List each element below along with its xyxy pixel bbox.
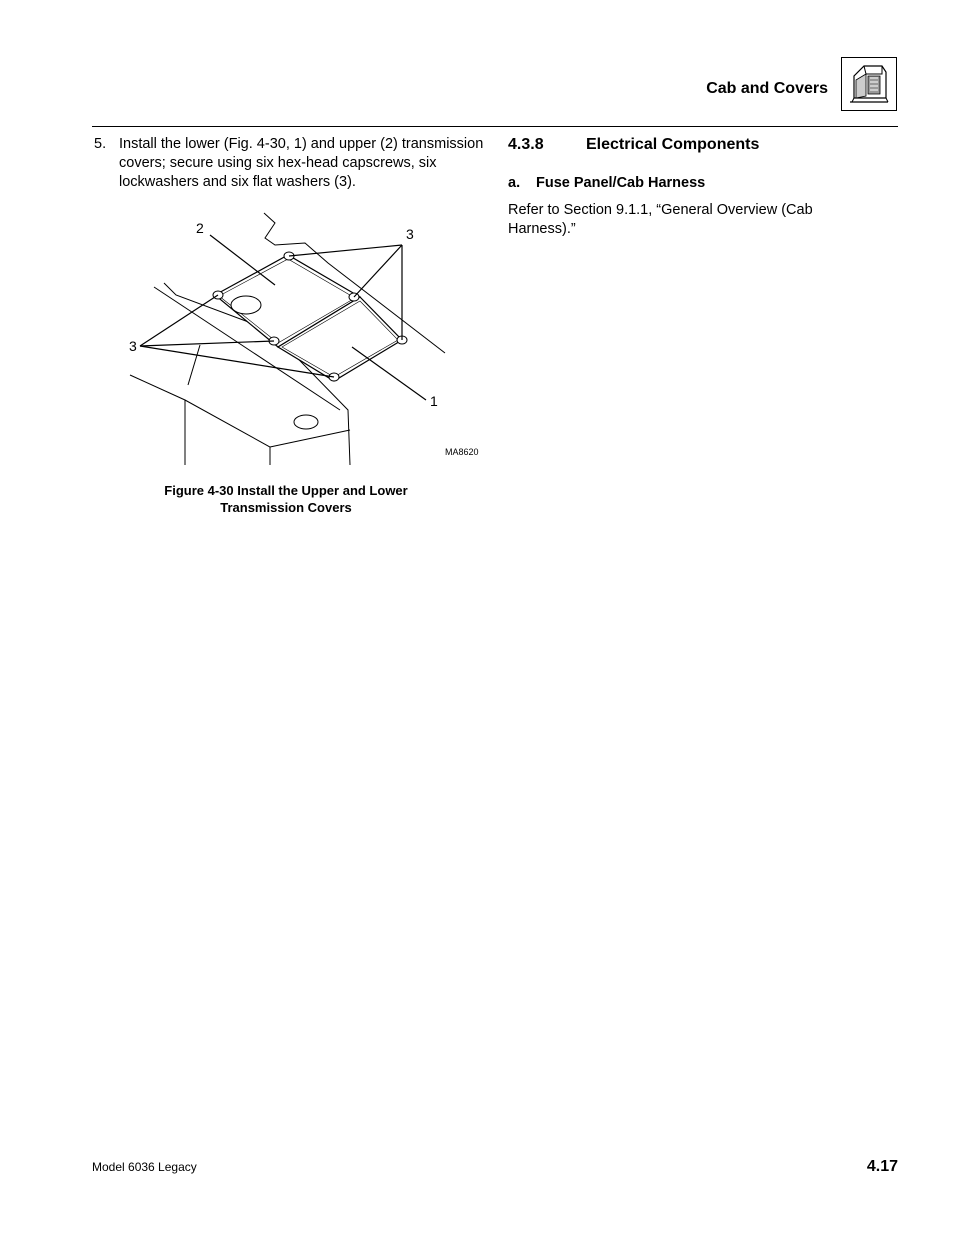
cab-machine-icon <box>841 57 897 111</box>
cross-reference-paragraph: Refer to Section 9.1.1, “General Overview (Cab Harness).” <box>508 202 813 237</box>
install-step <box>94 135 489 192</box>
subsection-title: Fuse Panel/Cab Harness <box>536 175 706 191</box>
step-number: 5. <box>94 136 107 152</box>
step-text: Install the lower (Fig. 4-30, 1) and upper (2) transmission covers; secure using six hex-head capscrews, six lockwashers and six flat washers (3). <box>119 136 484 190</box>
figure-caption-line1: Figure 4-30 Install the Upper and Lower <box>164 483 408 498</box>
header-title: Cab and Covers <box>706 80 828 97</box>
figure-code: MA8620 <box>445 447 479 457</box>
section-number: 4.3.8 <box>508 136 544 153</box>
footer-model: Model 6036 Legacy <box>92 1160 197 1174</box>
section-title: Electrical Components <box>586 136 760 153</box>
callout-2: 2 <box>196 220 204 236</box>
callout-1: 1 <box>430 393 438 409</box>
callout-3-left: 3 <box>129 338 137 354</box>
figure-caption <box>100 482 472 516</box>
subsection-heading <box>508 175 705 191</box>
figure-caption-line2: Transmission Covers <box>220 500 352 515</box>
page-number: 4.17 <box>866 1158 898 1175</box>
header-rule <box>92 126 898 127</box>
transmission-covers-figure <box>100 205 488 475</box>
callout-3-top: 3 <box>406 226 414 242</box>
subsection-label: a. <box>508 175 521 191</box>
